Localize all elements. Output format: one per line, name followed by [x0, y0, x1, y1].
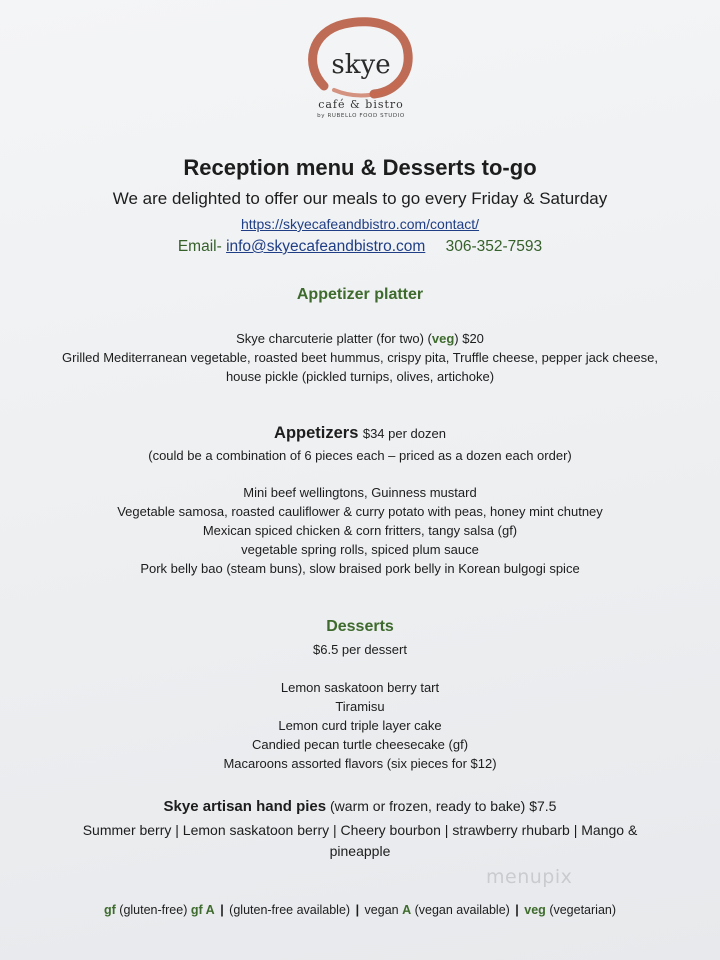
page-title: Reception menu & Desserts to-go [183, 155, 537, 180]
logo-brand-text: skye [331, 50, 391, 80]
appetizers-price: $34 per dozen [362, 426, 446, 441]
legend-gf-text: (gluten-free) [119, 903, 188, 917]
legend-gfa: gf A [190, 903, 215, 917]
veg-tag: veg [431, 331, 455, 346]
legend-gfa-text: (gluten-free available) [229, 903, 351, 917]
phone-number: 306-352-7593 [445, 238, 543, 255]
list-item: Lemon curd triple layer cake [278, 718, 442, 733]
hand-pies-line2: pineapple [329, 843, 391, 859]
legend-separator: | [220, 903, 224, 917]
legend-veg-text: (vegetarian) [549, 903, 617, 917]
hand-pies-heading [0, 798, 720, 815]
legend-vegan-word: vegan [364, 903, 399, 917]
email-link[interactable]: info@skyecafeandbistro.com [226, 238, 426, 255]
platter-item [0, 329, 720, 348]
logo-byline: by RUBELLO FOOD STUDIO [317, 113, 405, 119]
platter-item-prefix: Skye charcuterie platter (for two) ( [236, 331, 432, 346]
legend-gf: gf [103, 903, 116, 917]
skye-logo [296, 14, 426, 124]
hand-pies-line1: Summer berry | Lemon saskatoon berry | Cheery bourbon | strawberry rhubarb | Mango & [82, 822, 638, 838]
list-item: Candied pecan turtle cheesecake (gf) [251, 737, 469, 752]
list-item: Vegetable samosa, roasted cauliflower & curry potato with peas, honey mint chutney [117, 504, 603, 519]
list-item: Macaroons assorted flavors (six pieces for $12) [223, 756, 497, 771]
desserts-list [0, 678, 720, 773]
desserts-heading: Desserts [326, 618, 394, 635]
list-item: Mini beef wellingtons, Guinness mustard [243, 485, 477, 500]
list-item: vegetable spring rolls, spiced plum sauce [241, 542, 479, 557]
menupix-watermark: menupix [486, 866, 573, 888]
appetizers-heading [0, 424, 720, 443]
platter-desc-line2: house pickle (pickled turnips, olives, artichoke) [225, 369, 495, 384]
legend-separator: | [515, 903, 519, 917]
appetizers-title: Appetizers [274, 424, 359, 442]
legend-separator: | [355, 903, 360, 917]
platter-item-suffix: ) $20 [454, 331, 484, 346]
list-item: Tiramisu [335, 699, 385, 714]
hand-pies-title: Skye artisan hand pies [163, 798, 327, 815]
platter-desc-line1: Grilled Mediterranean vegetable, roasted beet hummus, crispy pita, Truffle cheese, pepper jack cheese, [62, 350, 658, 365]
legend-vegan-a: A [402, 903, 412, 917]
desserts-price: $6.5 per dessert [313, 642, 407, 657]
email-line [0, 238, 720, 256]
legend-vegan-text: (vegan available) [414, 903, 510, 917]
contact-link[interactable]: https://skyecafeandbistro.com/contact/ [240, 216, 480, 232]
logo-subtitle: café & bistro [318, 98, 404, 111]
hand-pies-list [30, 820, 690, 862]
appetizers-note: (could be a combination of 6 pieces each – priced as a dozen each order) [148, 448, 572, 463]
platter-block [0, 329, 720, 386]
appetizer-platter-heading: Appetizer platter [296, 286, 424, 303]
list-item: Pork belly bao (steam buns), slow braised pork belly in Korean bulgogi spice [140, 561, 580, 576]
legend-veg: veg [524, 903, 546, 917]
list-item: Mexican spiced chicken & corn fritters, tangy salsa (gf) [202, 523, 518, 538]
contact-link-line [0, 216, 720, 232]
tagline: We are delighted to offer our meals to go every Friday & Saturday [112, 189, 608, 208]
diet-legend [0, 903, 720, 917]
appetizers-list [0, 483, 720, 578]
email-label: Email- [177, 238, 222, 255]
hand-pies-detail: (warm or frozen, ready to bake) $7.5 [330, 798, 557, 814]
list-item: Lemon saskatoon berry tart [280, 680, 440, 695]
